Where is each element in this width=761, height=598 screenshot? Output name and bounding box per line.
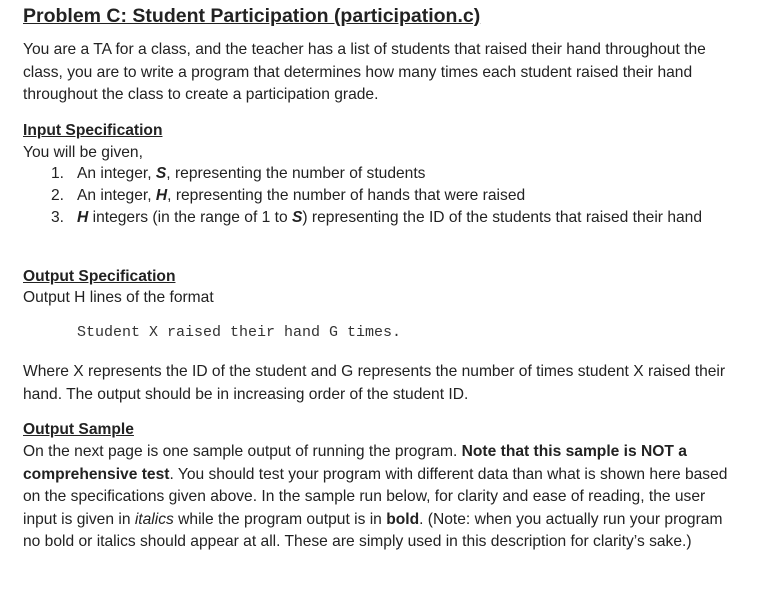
intro-paragraph: You are a TA for a class, and the teacher has a list of students that raised their hand throughout the class, you are to write a program that determines how many times each student raised their hand throughout the class to create a participation grade. xyxy=(23,41,706,103)
output-spec-lead: Output H lines of the format xyxy=(23,289,214,306)
list-item: 3. H integers (in the range of 1 to S) representing the ID of the students that raised their hand xyxy=(51,209,703,226)
output-format-code: Student X raised their hand G times. xyxy=(77,324,402,341)
list-item: 2. An integer, H, representing the number of hands that were raised xyxy=(51,187,526,204)
list-item: 1. An integer, S, representing the number of students xyxy=(51,165,426,182)
output-sample-paragraph: On the next page is one sample output of running the program. Note that this sample is NOT a comprehensive test. You should test your program with different data than what is shown here based on the specifications given above. In the sample run below, for clarity and ease of reading, the user input is given in italics while the program output is in bold. (Note: when you actually run your program no bold or italics should appear at all. These are simply used in this description for clarity’s sake.) xyxy=(23,443,728,550)
input-spec-lead: You will be given, xyxy=(23,144,143,161)
page-title: Problem C: Student Participation (participation.c) xyxy=(23,5,481,27)
output-spec-heading: Output Specification xyxy=(23,268,176,285)
output-sample-heading: Output Sample xyxy=(23,421,134,438)
output-spec-explanation: Where X represents the ID of the student and G represents the number of times student X raised their hand. The output should be in increasing order of the student ID. xyxy=(23,363,726,403)
input-spec-heading: Input Specification xyxy=(23,122,163,139)
input-spec-list xyxy=(23,163,723,229)
